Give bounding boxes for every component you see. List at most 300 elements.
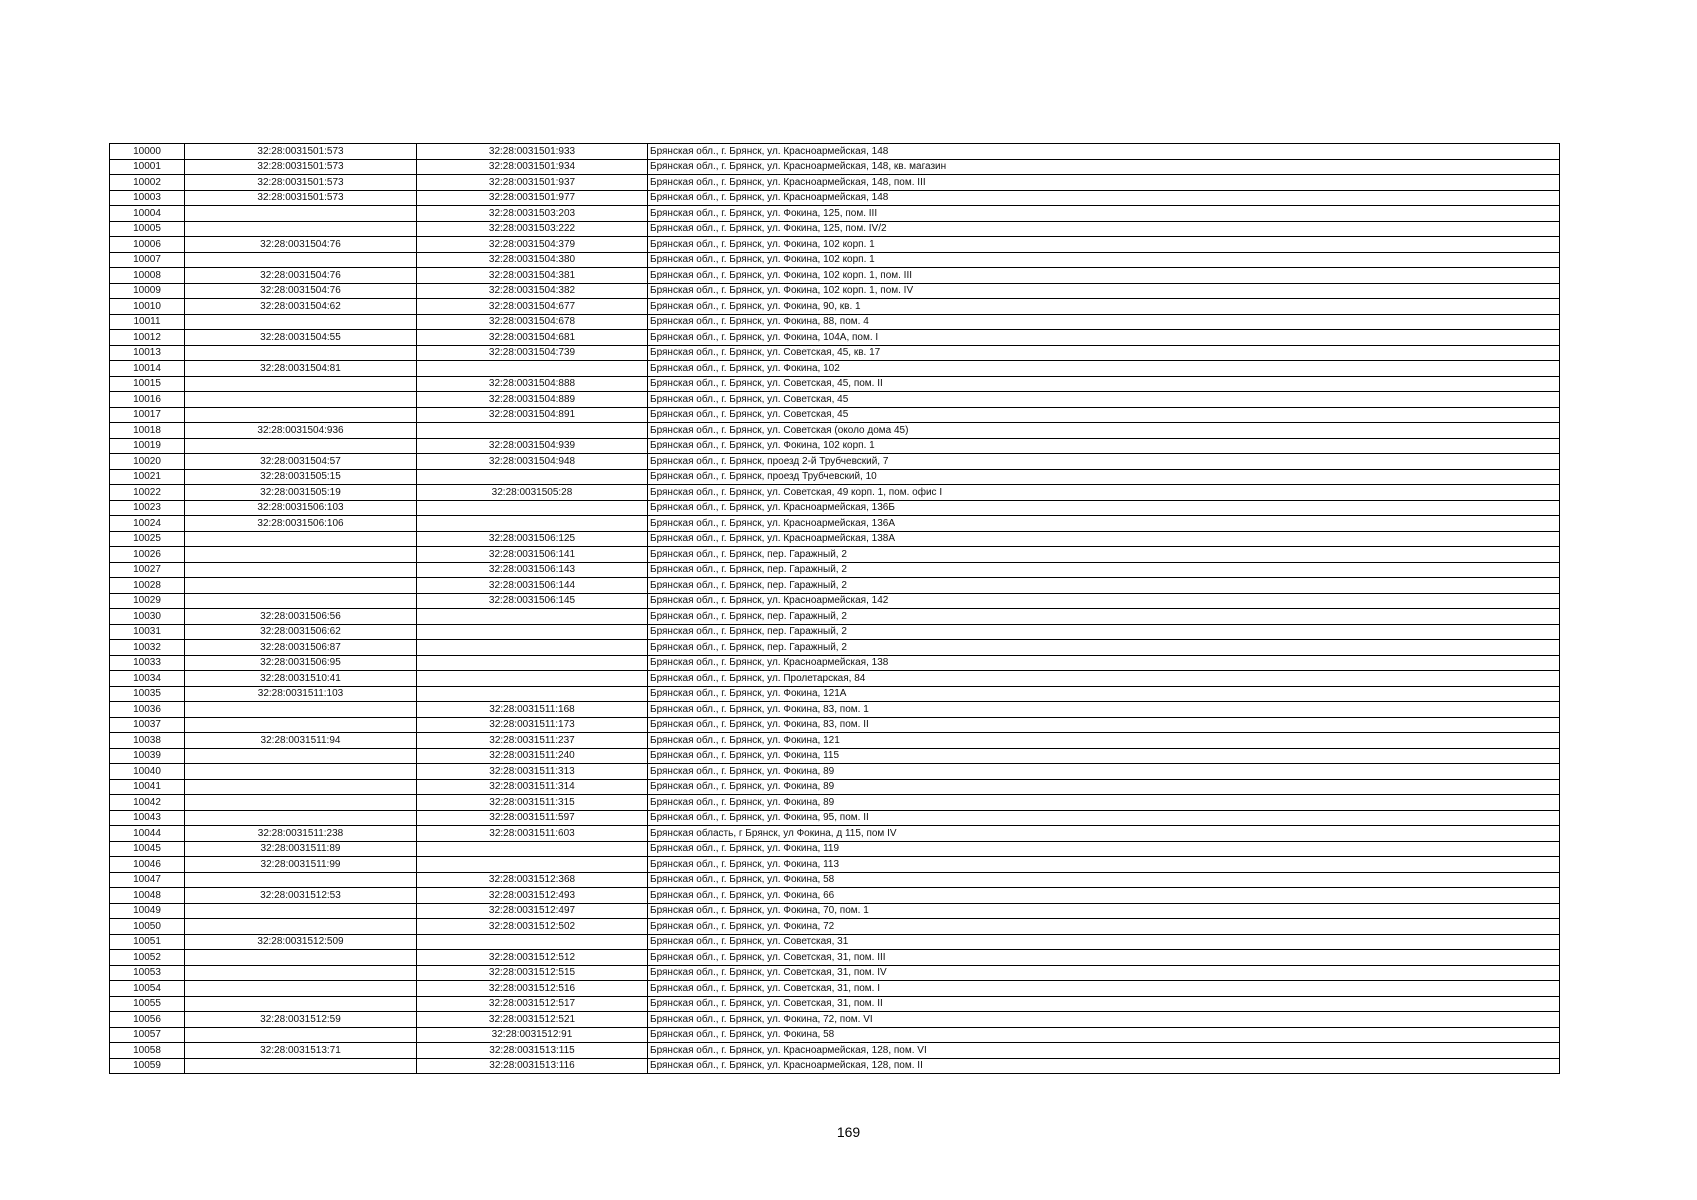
row-number-cell: 10020 <box>110 454 185 470</box>
address-cell: Брянская обл., г. Брянск, ул. Красноармейская, 148 <box>648 144 1560 160</box>
table-row <box>110 1043 1560 1059</box>
parent-cadastral-number-cell <box>185 206 417 222</box>
table-row <box>110 826 1560 842</box>
table-row <box>110 609 1560 625</box>
address-cell: Брянская обл., г. Брянск, ул. Фокина, 66 <box>648 888 1560 904</box>
address-cell: Брянская обл., г. Брянск, ул. Фокина, 72, пом. VI <box>648 1012 1560 1028</box>
row-number-cell: 10022 <box>110 485 185 501</box>
parent-cadastral-number-cell <box>185 919 417 935</box>
cadastral-number-cell: 32:28:0031503:203 <box>417 206 648 222</box>
address-cell: Брянская обл., г. Брянск, ул. Фокина, 70, пом. 1 <box>648 903 1560 919</box>
table-row <box>110 950 1560 966</box>
row-number-cell: 10027 <box>110 562 185 578</box>
address-cell: Брянская обл., г. Брянск, ул. Фокина, 102 корп. 1 <box>648 252 1560 268</box>
address-cell: Брянская обл., г. Брянск, проезд Трубчевский, 10 <box>648 469 1560 485</box>
parent-cadastral-number-cell <box>185 903 417 919</box>
cadastral-number-cell <box>417 624 648 640</box>
address-cell: Брянская обл., г. Брянск, пер. Гаражный, 2 <box>648 609 1560 625</box>
parent-cadastral-number-cell <box>185 872 417 888</box>
parent-cadastral-number-cell <box>185 950 417 966</box>
parent-cadastral-number-cell <box>185 810 417 826</box>
table-row <box>110 144 1560 160</box>
address-cell: Брянская обл., г. Брянск, ул. Красноармейская, 128, пом. II <box>648 1058 1560 1074</box>
parent-cadastral-number-cell <box>185 547 417 563</box>
cadastral-number-cell: 32:28:0031506:143 <box>417 562 648 578</box>
row-number-cell: 10031 <box>110 624 185 640</box>
cadastral-number-cell: 32:28:0031512:516 <box>417 981 648 997</box>
address-cell: Брянская обл., г. Брянск, ул. Фокина, 58 <box>648 872 1560 888</box>
table-row <box>110 996 1560 1012</box>
row-number-cell: 10056 <box>110 1012 185 1028</box>
parent-cadastral-number-cell <box>185 764 417 780</box>
table-row <box>110 454 1560 470</box>
parent-cadastral-number-cell <box>185 376 417 392</box>
cadastral-number-cell: 32:28:0031512:497 <box>417 903 648 919</box>
row-number-cell: 10047 <box>110 872 185 888</box>
row-number-cell: 10052 <box>110 950 185 966</box>
address-cell: Брянская обл., г. Брянск, пер. Гаражный, 2 <box>648 547 1560 563</box>
address-cell: Брянская область, г Брянск, ул Фокина, д 115, пом IV <box>648 826 1560 842</box>
parent-cadastral-number-cell: 32:28:0031504:55 <box>185 330 417 346</box>
cadastral-number-cell: 32:28:0031506:144 <box>417 578 648 594</box>
address-cell: Брянская обл., г. Брянск, ул. Фокина, 125, пом. IV/2 <box>648 221 1560 237</box>
cadastral-number-cell <box>417 500 648 516</box>
cadastral-number-cell: 32:28:0031511:315 <box>417 795 648 811</box>
row-number-cell: 10033 <box>110 655 185 671</box>
row-number-cell: 10026 <box>110 547 185 563</box>
row-number-cell: 10054 <box>110 981 185 997</box>
parent-cadastral-number-cell <box>185 345 417 361</box>
address-cell: Брянская обл., г. Брянск, ул. Фокина, 121 <box>648 733 1560 749</box>
cadastral-number-cell: 32:28:0031512:515 <box>417 965 648 981</box>
address-cell: Брянская обл., г. Брянск, ул. Фокина, 89 <box>648 764 1560 780</box>
row-number-cell: 10050 <box>110 919 185 935</box>
table-row <box>110 469 1560 485</box>
cadastral-number-cell: 32:28:0031504:939 <box>417 438 648 454</box>
table-row <box>110 531 1560 547</box>
parent-cadastral-number-cell: 32:28:0031511:103 <box>185 686 417 702</box>
row-number-cell: 10000 <box>110 144 185 160</box>
cadastral-number-cell: 32:28:0031511:240 <box>417 748 648 764</box>
cadastral-number-cell <box>417 671 648 687</box>
row-number-cell: 10040 <box>110 764 185 780</box>
table-row <box>110 655 1560 671</box>
table-row <box>110 407 1560 423</box>
address-cell: Брянская обл., г. Брянск, ул. Фокина, 104А, пом. I <box>648 330 1560 346</box>
table-row <box>110 1012 1560 1028</box>
parent-cadastral-number-cell <box>185 795 417 811</box>
address-cell: Брянская обл., г. Брянск, ул. Красноармейская, 148, пом. III <box>648 175 1560 191</box>
row-number-cell: 10044 <box>110 826 185 842</box>
parent-cadastral-number-cell: 32:28:0031504:62 <box>185 299 417 315</box>
parent-cadastral-number-cell: 32:28:0031506:103 <box>185 500 417 516</box>
address-cell: Брянская обл., г. Брянск, ул. Фокина, 95, пом. II <box>648 810 1560 826</box>
row-number-cell: 10028 <box>110 578 185 594</box>
cadastral-number-cell <box>417 609 648 625</box>
address-cell: Брянская обл., г. Брянск, ул. Красноармейская, 136Б <box>648 500 1560 516</box>
row-number-cell: 10042 <box>110 795 185 811</box>
row-number-cell: 10021 <box>110 469 185 485</box>
cadastral-number-cell: 32:28:0031501:937 <box>417 175 648 191</box>
parent-cadastral-number-cell <box>185 779 417 795</box>
row-number-cell: 10005 <box>110 221 185 237</box>
table-row <box>110 903 1560 919</box>
parent-cadastral-number-cell: 32:28:0031506:87 <box>185 640 417 656</box>
address-cell: Брянская обл., г. Брянск, ул. Фокина, 90, кв. 1 <box>648 299 1560 315</box>
row-number-cell: 10025 <box>110 531 185 547</box>
address-cell: Брянская обл., г. Брянск, ул. Фокина, 72 <box>648 919 1560 935</box>
cadastral-number-cell: 32:28:0031512:91 <box>417 1027 648 1043</box>
table-row <box>110 764 1560 780</box>
table-row <box>110 190 1560 206</box>
row-number-cell: 10045 <box>110 841 185 857</box>
table-row <box>110 857 1560 873</box>
row-number-cell: 10017 <box>110 407 185 423</box>
parent-cadastral-number-cell <box>185 221 417 237</box>
row-number-cell: 10014 <box>110 361 185 377</box>
row-number-cell: 10013 <box>110 345 185 361</box>
table-row <box>110 702 1560 718</box>
parent-cadastral-number-cell <box>185 748 417 764</box>
cadastral-number-cell: 32:28:0031511:173 <box>417 717 648 733</box>
cadastral-number-cell: 32:28:0031511:603 <box>417 826 648 842</box>
table-row <box>110 965 1560 981</box>
table-row <box>110 361 1560 377</box>
table-row <box>110 810 1560 826</box>
cadastral-number-cell: 32:28:0031504:739 <box>417 345 648 361</box>
address-cell: Брянская обл., г. Брянск, пер. Гаражный, 2 <box>648 578 1560 594</box>
parent-cadastral-number-cell: 32:28:0031501:573 <box>185 190 417 206</box>
row-number-cell: 10041 <box>110 779 185 795</box>
address-cell: Брянская обл., г. Брянск, ул. Советская, 31, пом. I <box>648 981 1560 997</box>
table-row <box>110 981 1560 997</box>
parent-cadastral-number-cell <box>185 578 417 594</box>
address-cell: Брянская обл., г. Брянск, ул. Советская, 45, пом. II <box>648 376 1560 392</box>
parent-cadastral-number-cell <box>185 252 417 268</box>
cadastral-number-cell: 32:28:0031511:597 <box>417 810 648 826</box>
address-cell: Брянская обл., г. Брянск, ул. Фокина, 102 корп. 1, пом. III <box>648 268 1560 284</box>
table-row <box>110 593 1560 609</box>
table-row <box>110 376 1560 392</box>
address-cell: Брянская обл., г. Брянск, ул. Фокина, 115 <box>648 748 1560 764</box>
cadastral-number-cell: 32:28:0031504:382 <box>417 283 648 299</box>
cadastral-number-cell <box>417 469 648 485</box>
parent-cadastral-number-cell <box>185 392 417 408</box>
address-cell: Брянская обл., г. Брянск, пер. Гаражный, 2 <box>648 562 1560 578</box>
table-row <box>110 547 1560 563</box>
row-number-cell: 10023 <box>110 500 185 516</box>
address-cell: Брянская обл., г. Брянск, ул. Фокина, 119 <box>648 841 1560 857</box>
address-cell: Брянская обл., г. Брянск, ул. Фокина, 102 корп. 1 <box>648 438 1560 454</box>
table-row <box>110 423 1560 439</box>
cadastral-number-cell: 32:28:0031512:493 <box>417 888 648 904</box>
cadastral-number-cell <box>417 640 648 656</box>
table-row <box>110 872 1560 888</box>
address-cell: Брянская обл., г. Брянск, ул. Красноармейская, 142 <box>648 593 1560 609</box>
address-cell: Брянская обл., г. Брянск, ул. Красноармейская, 148, кв. магазин <box>648 159 1560 175</box>
parent-cadastral-number-cell: 32:28:0031505:15 <box>185 469 417 485</box>
parent-cadastral-number-cell: 32:28:0031511:238 <box>185 826 417 842</box>
address-cell: Брянская обл., г. Брянск, ул. Фокина, 88, пом. 4 <box>648 314 1560 330</box>
table-row <box>110 159 1560 175</box>
row-number-cell: 10012 <box>110 330 185 346</box>
cadastral-number-cell: 32:28:0031513:116 <box>417 1058 648 1074</box>
table-row <box>110 795 1560 811</box>
table-row <box>110 252 1560 268</box>
table-row <box>110 934 1560 950</box>
parent-cadastral-number-cell: 32:28:0031501:573 <box>185 159 417 175</box>
cadastral-number-cell: 32:28:0031512:512 <box>417 950 648 966</box>
cadastral-number-cell: 32:28:0031504:381 <box>417 268 648 284</box>
address-cell: Брянская обл., г. Брянск, ул. Фокина, 113 <box>648 857 1560 873</box>
parent-cadastral-number-cell: 32:28:0031506:106 <box>185 516 417 532</box>
table-row <box>110 438 1560 454</box>
address-cell: Брянская обл., г. Брянск, ул. Фокина, 83, пом. II <box>648 717 1560 733</box>
cadastral-number-cell: 32:28:0031511:237 <box>417 733 648 749</box>
address-cell: Брянская обл., г. Брянск, ул. Пролетарская, 84 <box>648 671 1560 687</box>
parent-cadastral-number-cell <box>185 593 417 609</box>
table-row <box>110 624 1560 640</box>
row-number-cell: 10008 <box>110 268 185 284</box>
parent-cadastral-number-cell: 32:28:0031512:53 <box>185 888 417 904</box>
row-number-cell: 10011 <box>110 314 185 330</box>
cadastral-number-cell: 32:28:0031504:681 <box>417 330 648 346</box>
address-cell: Брянская обл., г. Брянск, ул. Советская (около дома 45) <box>648 423 1560 439</box>
cadastral-number-cell: 32:28:0031511:314 <box>417 779 648 795</box>
row-number-cell: 10030 <box>110 609 185 625</box>
parent-cadastral-number-cell: 32:28:0031506:56 <box>185 609 417 625</box>
table-row <box>110 841 1560 857</box>
cadastral-number-cell: 32:28:0031504:888 <box>417 376 648 392</box>
row-number-cell: 10024 <box>110 516 185 532</box>
cadastral-number-cell: 32:28:0031512:521 <box>417 1012 648 1028</box>
row-number-cell: 10051 <box>110 934 185 950</box>
parent-cadastral-number-cell: 32:28:0031504:936 <box>185 423 417 439</box>
table-row <box>110 206 1560 222</box>
cadastral-number-cell: 32:28:0031505:28 <box>417 485 648 501</box>
row-number-cell: 10035 <box>110 686 185 702</box>
row-number-cell: 10032 <box>110 640 185 656</box>
row-number-cell: 10016 <box>110 392 185 408</box>
table-row <box>110 717 1560 733</box>
address-cell: Брянская обл., г. Брянск, ул. Фокина, 102 корп. 1, пом. IV <box>648 283 1560 299</box>
address-cell: Брянская обл., г. Брянск, ул. Фокина, 102 корп. 1 <box>648 237 1560 253</box>
row-number-cell: 10001 <box>110 159 185 175</box>
row-number-cell: 10043 <box>110 810 185 826</box>
address-cell: Брянская обл., г. Брянск, ул. Красноармейская, 136А <box>648 516 1560 532</box>
parent-cadastral-number-cell: 32:28:0031501:573 <box>185 175 417 191</box>
parent-cadastral-number-cell: 32:28:0031511:89 <box>185 841 417 857</box>
cadastral-number-cell: 32:28:0031512:368 <box>417 872 648 888</box>
parent-cadastral-number-cell: 32:28:0031504:57 <box>185 454 417 470</box>
parent-cadastral-number-cell: 32:28:0031501:573 <box>185 144 417 160</box>
cadastral-number-cell <box>417 361 648 377</box>
table-row <box>110 733 1560 749</box>
cadastral-number-cell: 32:28:0031504:891 <box>417 407 648 423</box>
address-cell: Брянская обл., г. Брянск, ул. Советская, 31 <box>648 934 1560 950</box>
cadastral-number-cell: 32:28:0031504:379 <box>417 237 648 253</box>
table-row <box>110 888 1560 904</box>
cadastral-number-cell: 32:28:0031512:502 <box>417 919 648 935</box>
parent-cadastral-number-cell <box>185 407 417 423</box>
table-row <box>110 345 1560 361</box>
row-number-cell: 10003 <box>110 190 185 206</box>
parent-cadastral-number-cell: 32:28:0031513:71 <box>185 1043 417 1059</box>
address-cell: Брянская обл., г. Брянск, ул. Красноармейская, 148 <box>648 190 1560 206</box>
cadastral-number-cell: 32:28:0031506:125 <box>417 531 648 547</box>
table-row <box>110 485 1560 501</box>
parent-cadastral-number-cell <box>185 981 417 997</box>
table-row <box>110 283 1560 299</box>
table-row <box>110 299 1560 315</box>
row-number-cell: 10038 <box>110 733 185 749</box>
row-number-cell: 10004 <box>110 206 185 222</box>
address-cell: Брянская обл., г. Брянск, ул. Фокина, 83, пом. 1 <box>648 702 1560 718</box>
table-row <box>110 1027 1560 1043</box>
cadastral-number-cell <box>417 857 648 873</box>
table-row <box>110 779 1560 795</box>
parent-cadastral-number-cell: 32:28:0031504:76 <box>185 237 417 253</box>
address-cell: Брянская обл., г. Брянск, ул. Красноармейская, 138А <box>648 531 1560 547</box>
parent-cadastral-number-cell <box>185 1058 417 1074</box>
address-cell: Брянская обл., г. Брянск, ул. Фокина, 89 <box>648 795 1560 811</box>
cadastral-number-cell: 32:28:0031506:145 <box>417 593 648 609</box>
parent-cadastral-number-cell: 32:28:0031504:76 <box>185 283 417 299</box>
table-row <box>110 516 1560 532</box>
property-table <box>109 143 1560 1074</box>
table-row <box>110 578 1560 594</box>
parent-cadastral-number-cell <box>185 717 417 733</box>
cadastral-number-cell: 32:28:0031512:517 <box>417 996 648 1012</box>
cadastral-number-cell: 32:28:0031506:141 <box>417 547 648 563</box>
table-row <box>110 919 1560 935</box>
row-number-cell: 10034 <box>110 671 185 687</box>
cadastral-number-cell: 32:28:0031504:678 <box>417 314 648 330</box>
page-number: 169 <box>836 1124 861 1140</box>
address-cell: Брянская обл., г. Брянск, ул. Советская, 45, кв. 17 <box>648 345 1560 361</box>
row-number-cell: 10009 <box>110 283 185 299</box>
table-row <box>110 671 1560 687</box>
row-number-cell: 10057 <box>110 1027 185 1043</box>
row-number-cell: 10036 <box>110 702 185 718</box>
parent-cadastral-number-cell: 32:28:0031512:509 <box>185 934 417 950</box>
table-row <box>110 500 1560 516</box>
cadastral-number-cell <box>417 655 648 671</box>
parent-cadastral-number-cell <box>185 965 417 981</box>
cadastral-number-cell: 32:28:0031511:313 <box>417 764 648 780</box>
cadastral-number-cell <box>417 423 648 439</box>
address-cell: Брянская обл., г. Брянск, ул. Советская, 49 корп. 1, пом. офис I <box>648 485 1560 501</box>
parent-cadastral-number-cell <box>185 438 417 454</box>
parent-cadastral-number-cell: 32:28:0031506:62 <box>185 624 417 640</box>
address-cell: Брянская обл., г. Брянск, ул. Фокина, 121А <box>648 686 1560 702</box>
cadastral-number-cell: 32:28:0031501:934 <box>417 159 648 175</box>
address-cell: Брянская обл., г. Брянск, ул. Советская, 31, пом. IV <box>648 965 1560 981</box>
parent-cadastral-number-cell: 32:28:0031504:81 <box>185 361 417 377</box>
row-number-cell: 10018 <box>110 423 185 439</box>
parent-cadastral-number-cell <box>185 1027 417 1043</box>
address-cell: Брянская обл., г. Брянск, проезд 2-й Трубчевский, 7 <box>648 454 1560 470</box>
address-cell: Брянская обл., г. Брянск, ул. Советская, 45 <box>648 392 1560 408</box>
row-number-cell: 10002 <box>110 175 185 191</box>
row-number-cell: 10053 <box>110 965 185 981</box>
row-number-cell: 10015 <box>110 376 185 392</box>
parent-cadastral-number-cell: 32:28:0031506:95 <box>185 655 417 671</box>
parent-cadastral-number-cell: 32:28:0031504:76 <box>185 268 417 284</box>
cadastral-number-cell <box>417 516 648 532</box>
table-row <box>110 640 1560 656</box>
table-row <box>110 562 1560 578</box>
address-cell: Брянская обл., г. Брянск, ул. Фокина, 102 <box>648 361 1560 377</box>
cadastral-number-cell: 32:28:0031513:115 <box>417 1043 648 1059</box>
parent-cadastral-number-cell: 32:28:0031510:41 <box>185 671 417 687</box>
address-cell: Брянская обл., г. Брянск, пер. Гаражный, 2 <box>648 640 1560 656</box>
table-row <box>110 237 1560 253</box>
cadastral-number-cell: 32:28:0031501:933 <box>417 144 648 160</box>
row-number-cell: 10049 <box>110 903 185 919</box>
address-cell: Брянская обл., г. Брянск, пер. Гаражный, 2 <box>648 624 1560 640</box>
row-number-cell: 10046 <box>110 857 185 873</box>
row-number-cell: 10019 <box>110 438 185 454</box>
parent-cadastral-number-cell <box>185 702 417 718</box>
row-number-cell: 10007 <box>110 252 185 268</box>
cadastral-number-cell <box>417 841 648 857</box>
address-cell: Брянская обл., г. Брянск, ул. Советская, 45 <box>648 407 1560 423</box>
cadastral-number-cell: 32:28:0031504:889 <box>417 392 648 408</box>
parent-cadastral-number-cell: 32:28:0031511:94 <box>185 733 417 749</box>
cadastral-number-cell <box>417 934 648 950</box>
address-cell: Брянская обл., г. Брянск, ул. Фокина, 89 <box>648 779 1560 795</box>
table-row <box>110 221 1560 237</box>
row-number-cell: 10048 <box>110 888 185 904</box>
parent-cadastral-number-cell: 32:28:0031511:99 <box>185 857 417 873</box>
table-row <box>110 392 1560 408</box>
parent-cadastral-number-cell: 32:28:0031512:59 <box>185 1012 417 1028</box>
row-number-cell: 10039 <box>110 748 185 764</box>
row-number-cell: 10059 <box>110 1058 185 1074</box>
address-cell: Брянская обл., г. Брянск, ул. Красноармейская, 128, пом. VI <box>648 1043 1560 1059</box>
cadastral-number-cell: 32:28:0031503:222 <box>417 221 648 237</box>
parent-cadastral-number-cell <box>185 531 417 547</box>
cadastral-number-cell: 32:28:0031504:948 <box>417 454 648 470</box>
address-cell: Брянская обл., г. Брянск, ул. Фокина, 58 <box>648 1027 1560 1043</box>
address-cell: Брянская обл., г. Брянск, ул. Советская, 31, пом. II <box>648 996 1560 1012</box>
row-number-cell: 10010 <box>110 299 185 315</box>
address-cell: Брянская обл., г. Брянск, ул. Фокина, 125, пом. III <box>648 206 1560 222</box>
table-row <box>110 1058 1560 1074</box>
parent-cadastral-number-cell <box>185 996 417 1012</box>
row-number-cell: 10055 <box>110 996 185 1012</box>
cadastral-number-cell: 32:28:0031504:677 <box>417 299 648 315</box>
cadastral-number-cell: 32:28:0031501:977 <box>417 190 648 206</box>
table-row <box>110 268 1560 284</box>
cadastral-number-cell: 32:28:0031504:380 <box>417 252 648 268</box>
row-number-cell: 10029 <box>110 593 185 609</box>
address-cell: Брянская обл., г. Брянск, ул. Советская, 31, пом. III <box>648 950 1560 966</box>
cadastral-number-cell <box>417 686 648 702</box>
parent-cadastral-number-cell <box>185 562 417 578</box>
table-row <box>110 748 1560 764</box>
parent-cadastral-number-cell <box>185 314 417 330</box>
row-number-cell: 10006 <box>110 237 185 253</box>
cadastral-number-cell: 32:28:0031511:168 <box>417 702 648 718</box>
row-number-cell: 10058 <box>110 1043 185 1059</box>
address-cell: Брянская обл., г. Брянск, ул. Красноармейская, 138 <box>648 655 1560 671</box>
table-row <box>110 330 1560 346</box>
row-number-cell: 10037 <box>110 717 185 733</box>
table-row <box>110 314 1560 330</box>
parent-cadastral-number-cell: 32:28:0031505:19 <box>185 485 417 501</box>
